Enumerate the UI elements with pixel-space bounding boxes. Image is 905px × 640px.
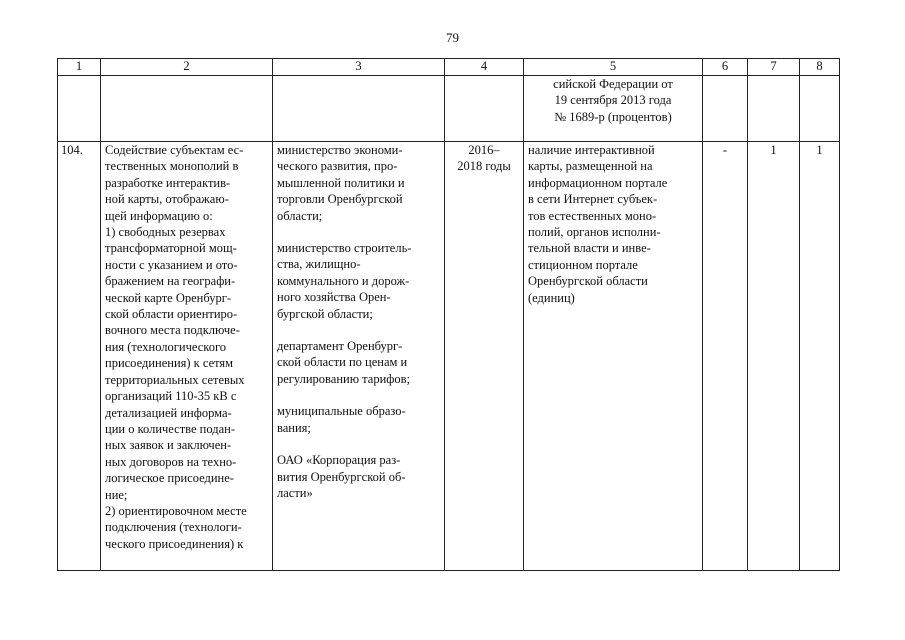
text-line: вания; xyxy=(277,420,311,435)
text-line: ния (технологического xyxy=(105,339,227,354)
text-line: министерство экономи- xyxy=(277,143,403,157)
header-cell: 6 xyxy=(703,59,748,76)
text-line: Содействие субъектам ес- xyxy=(105,143,244,157)
row-number-cell: 104. xyxy=(58,142,101,571)
text-line: Оренбургской области xyxy=(528,274,648,289)
text-line: регулированию тарифов; xyxy=(277,371,411,386)
text-line: 2016– xyxy=(468,143,500,157)
header-cell: 3 xyxy=(273,59,445,76)
cell xyxy=(273,76,445,142)
text-line: ных заявок и заключен- xyxy=(105,438,232,453)
cell xyxy=(445,76,524,142)
cell xyxy=(58,76,101,142)
header-cell: 8 xyxy=(800,59,840,76)
text-line: ческого присоединения) к xyxy=(105,536,244,551)
text-line: полий, органов исполни- xyxy=(528,225,661,240)
text-line: трансформаторной мощ- xyxy=(105,241,237,256)
text-line: ных договоров на техно- xyxy=(105,454,237,469)
text-line: вочного места подключе- xyxy=(105,323,240,338)
header-cell: 2 xyxy=(101,59,273,76)
text-line: бургской области; xyxy=(277,306,373,321)
period-cell xyxy=(445,142,524,571)
table-header-row xyxy=(58,59,840,76)
text-line: организаций 110-35 кВ с xyxy=(105,389,237,404)
text-line: № 1689-р (процентов) xyxy=(554,109,672,124)
text-line: ческой карте Оренбург- xyxy=(105,290,232,305)
value-cell-col7: 1 xyxy=(748,142,800,571)
header-cell: 4 xyxy=(445,59,524,76)
text-line: ской области ориентиро- xyxy=(105,307,238,322)
text-line: разработке интерактив- xyxy=(105,175,231,190)
text-line: 19 сентября 2013 года xyxy=(554,93,672,108)
cell xyxy=(101,76,273,142)
text-line: 2018 годы xyxy=(457,159,511,174)
executors-cell xyxy=(273,142,445,571)
text-line: тественных монополий в xyxy=(105,159,239,174)
text-line: щей информацию о: xyxy=(105,208,213,223)
header-cell: 7 xyxy=(748,59,800,76)
text-line: 1) свободных резервах xyxy=(105,225,226,240)
text-line: ние; xyxy=(105,487,128,502)
text-line: ческого развития, про- xyxy=(277,159,398,174)
continuation-row xyxy=(58,76,840,142)
text-line: тельной власти и инве- xyxy=(528,241,651,256)
text-line: (единиц) xyxy=(528,290,575,305)
text-line: в сети Интернет субъек- xyxy=(528,192,658,207)
text-line: присоединения) к сетям xyxy=(105,356,234,371)
text-line: ной карты, отображаю- xyxy=(105,192,229,207)
header-cell: 5 xyxy=(524,59,703,76)
header-cell: 1 xyxy=(58,59,101,76)
text-line: 2) ориентировочном месте xyxy=(105,503,247,518)
cell xyxy=(800,76,840,142)
text-line: бражением на географи- xyxy=(105,274,236,289)
table-row-104 xyxy=(58,142,840,571)
text-line: торговли Оренбургской xyxy=(277,192,403,207)
text-line: ности с указанием и ото- xyxy=(105,257,238,272)
text-line: ской области по ценам и xyxy=(277,355,408,370)
indicator-cell xyxy=(524,142,703,571)
text-line: коммунального и дорож- xyxy=(277,273,410,288)
page-number: 79 xyxy=(446,30,459,45)
executor-block xyxy=(277,403,440,436)
text-line: подключения (технологи- xyxy=(105,520,242,535)
text-line: ства, жилищно- xyxy=(277,257,361,272)
text-line: тов естественных моно- xyxy=(528,208,657,223)
executor-block xyxy=(277,142,440,224)
text-line: ласти» xyxy=(277,485,313,500)
text-line: вития Оренбургской об- xyxy=(277,469,406,484)
text-line: ОАО «Корпорация раз- xyxy=(277,453,401,468)
text-line: ции о количестве подан- xyxy=(105,421,236,436)
text-line: карты, размещенной на xyxy=(528,159,653,174)
executor-block xyxy=(277,452,440,501)
text-line: наличие интерактивной xyxy=(528,143,655,157)
text-line: министерство строитель- xyxy=(277,241,412,256)
text-line: логическое присоедине- xyxy=(105,471,234,486)
text-line: мышленной политики и xyxy=(277,175,405,190)
value-cell-col6: - xyxy=(703,142,748,571)
text-line: муниципальные образо- xyxy=(277,404,406,419)
text-line: детализацией информа- xyxy=(105,405,232,420)
indicator-continuation-cell xyxy=(524,76,703,142)
text-line: департамент Оренбург- xyxy=(277,339,403,354)
cell xyxy=(748,76,800,142)
executor-block xyxy=(277,338,440,387)
text-line: информационном портале xyxy=(528,175,668,190)
text-line: области; xyxy=(277,208,323,223)
cell xyxy=(703,76,748,142)
text-line: стиционном портале xyxy=(528,257,638,272)
executor-block xyxy=(277,240,440,322)
measure-description-cell xyxy=(101,142,273,571)
document-table xyxy=(57,58,840,571)
text-line: территориальных сетевых xyxy=(105,372,245,387)
text-line: сийской Федерации от xyxy=(553,77,673,91)
value-cell-col8: 1 xyxy=(800,142,840,571)
text-line: ного хозяйства Орен- xyxy=(277,290,391,305)
